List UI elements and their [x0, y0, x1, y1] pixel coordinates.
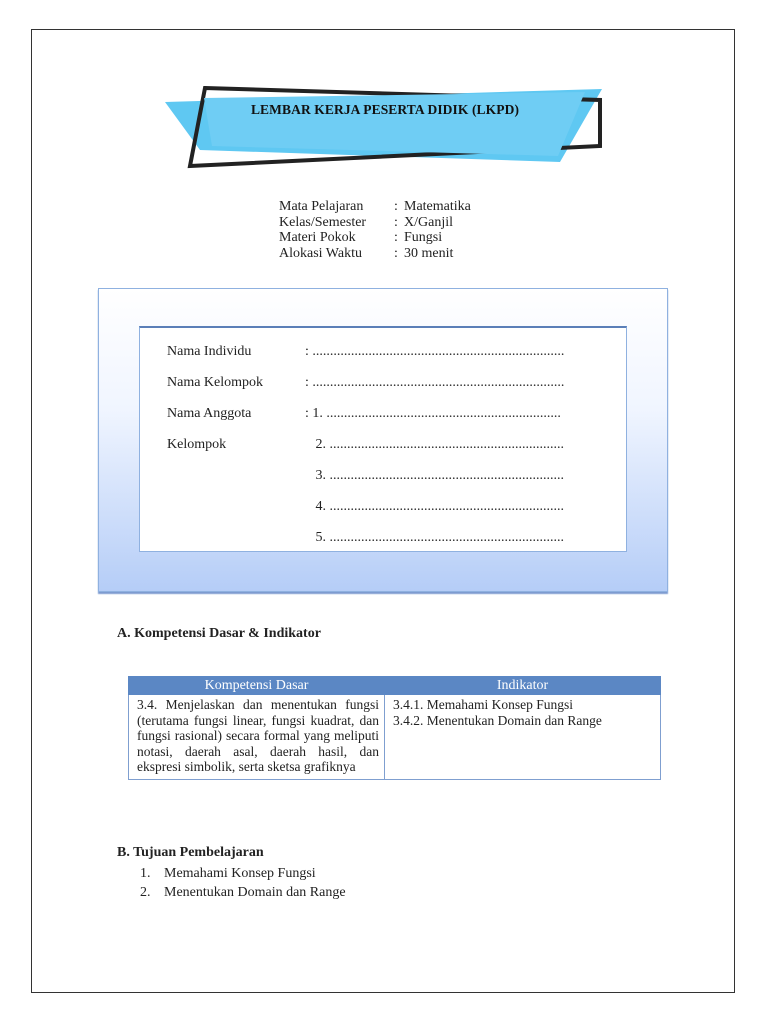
info-label: Mata Pelajaran — [279, 199, 364, 214]
info-value: Fungsi — [404, 230, 443, 245]
info-separator: : — [394, 230, 398, 245]
identity-row — [167, 468, 564, 484]
info-label: Materi Pokok — [279, 230, 356, 245]
identity-row — [167, 499, 564, 515]
banner-shape — [160, 84, 610, 174]
identity-label: Nama Kelompok — [167, 375, 264, 390]
identity-blank: 2. ................................................................... — [305, 437, 564, 452]
column-header-indicator: Indikator — [385, 677, 661, 695]
info-separator: : — [394, 245, 398, 261]
identity-row — [167, 437, 564, 453]
identity-blank: 4. ................................................................... — [305, 499, 564, 514]
identity-label: Nama Individu — [167, 344, 252, 359]
section-b-heading: B. Tujuan Pembelajaran — [117, 845, 264, 860]
info-row — [279, 246, 471, 262]
indicator-item: 3.4.1. Memahami Konsep Fungsi — [393, 697, 573, 712]
identity-blank: : ........................................................................ — [305, 375, 565, 390]
identity-row — [167, 406, 561, 422]
identity-row — [167, 344, 564, 360]
info-row — [279, 215, 471, 231]
table-row — [129, 695, 661, 780]
table-header-row — [129, 677, 661, 695]
identity-blank: : 1. ................................................................... — [305, 406, 561, 421]
identity-blank: : ........................................................................ — [305, 344, 565, 359]
info-value: 30 menit — [404, 245, 454, 261]
info-value: Matematika — [404, 199, 471, 214]
info-label: Kelas/Semester — [279, 214, 367, 230]
title-banner — [160, 84, 610, 174]
identity-panel — [98, 288, 668, 592]
info-separator: : — [394, 214, 398, 230]
identity-blank: 5. ................................................................... — [305, 530, 564, 545]
info-row — [279, 230, 471, 246]
identity-box — [139, 326, 627, 552]
identity-label — [167, 530, 305, 546]
column-header-kd: Kompetensi Dasar — [129, 677, 385, 695]
identity-row — [167, 375, 564, 391]
kd-text: 3.4. Menjelaskan dan menentukan fungsi (terutama fungsi linear, fungsi kuadrat, dan fungsi rasional) secara formal yang meliputi notasi, daerah asal, daerah hasil, dan ekspresi simbolik, serta sketsa grafiknya — [137, 697, 379, 774]
info-separator: : — [394, 199, 398, 214]
identity-label: Nama Anggota — [167, 406, 252, 421]
list-text: Memahami Konsep Fungsi — [164, 866, 316, 881]
indicator-item: 3.4.2. Menentukan Domain dan Range — [393, 712, 602, 728]
identity-blank: 3. ................................................................... — [305, 468, 564, 483]
list-text: Menentukan Domain dan Range — [164, 885, 346, 900]
list-number: 2. — [140, 885, 151, 900]
identity-label — [167, 499, 305, 515]
list-item — [140, 883, 346, 902]
competency-table — [128, 676, 661, 780]
indicator-cell — [385, 695, 661, 780]
identity-row — [167, 530, 564, 546]
info-label: Alokasi Waktu — [279, 245, 362, 261]
list-number: 1. — [140, 866, 151, 881]
identity-label — [167, 468, 305, 484]
document-title: LEMBAR KERJA PESERTA DIDIK (LKPD) — [250, 102, 520, 117]
list-item — [140, 864, 346, 883]
goal-list — [140, 864, 346, 902]
info-row — [279, 199, 471, 215]
kd-cell — [129, 695, 385, 780]
info-value: X/Ganjil — [404, 214, 453, 230]
subject-info — [279, 199, 471, 261]
section-a-heading: A. Kompetensi Dasar & Indikator — [117, 626, 321, 641]
identity-label: Kelompok — [167, 437, 227, 452]
